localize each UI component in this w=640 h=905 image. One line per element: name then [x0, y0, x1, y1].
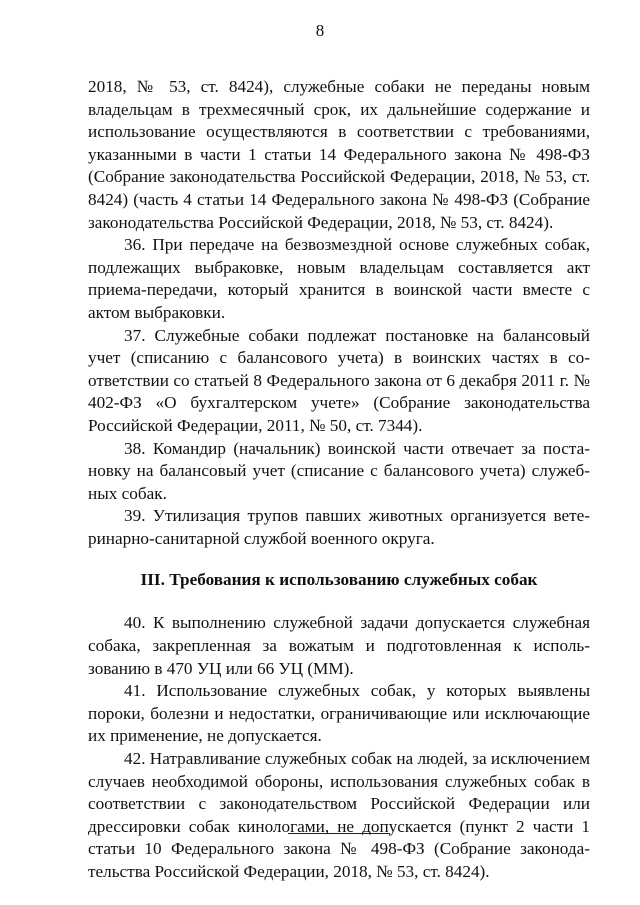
paragraph-42: 42. Натравливание служебных собак на людей, за исключением случаев необходимой обороны, использования служебных собак в соответствии с законодательством Российской Федерации или дрессировки собак кинологами, не допускается (пункт 2 части 1 статьи 10 Федерального закона № 498-ФЗ (Собрание законодательства Российской Федерации, 2018, № 53, ст. 8424). [88, 749, 590, 881]
page-number: 8 [315, 21, 325, 40]
paragraph-continuation: 2018, № 53, ст. 8424), служебные собаки не переданы новым владельцам в трехмесячный срок, их дальнейшие содержание и использование осуществляются в соответствии с требованиями, указанными в части 1 статьи 14 Федерального закона № 498-ФЗ (Собрание законодательства Российской Федерации, 2018, № 53, ст. 8424) (часть 4 статьи 14 Федерального закона № 498-ФЗ (Собрание законодательства Российской Федерации, 2018, № 53, ст. 8424). [88, 77, 590, 232]
paragraph-37: 37. Служебные собаки подлежат постановке на балансовый учет (списанию с балансового учета) в воинских частях в соответствии со статьей 8 Федерального закона от 6 декабря 2011 г. № 402-ФЗ «О бухгалтерском учете» (Собрание законодательства Российской Федерации, 2011, № 50, ст. 7344). [88, 325, 590, 435]
paragraph-38: 38. Командир (начальник) воинской части отвечает за постановку на балансовый учет (списание с балансового учета) служебных собак. [88, 438, 590, 503]
section-heading: III. Требования к использованию служебных собак [140, 570, 538, 590]
paragraph-40: 40. К выполнению служебной задачи допускается служебная собака, закрепленная за вожатым и подготовленная к использованию в 470 УЦ или 66 УЦ (ММ). [88, 613, 590, 678]
document-body [88, 76, 590, 884]
paragraph-39: 39. Утилизация трупов павших животных организуется ветеринарно-санитарной службой военного округа. [88, 506, 590, 548]
footer-divider [288, 833, 390, 834]
paragraph-36: 36. При передаче на безвозмездной основе служебных собак, подлежащих выбраковке, новым владельцам составляется акт приема-передачи, который хранится в воинской части вместе с актом выбраковки. [88, 235, 590, 322]
paragraph-41: 41. Использование служебных собак, у которых выявлены пороки, болезни и недостатки, ограничивающие или исключающие их применение, не допускается. [88, 681, 590, 746]
